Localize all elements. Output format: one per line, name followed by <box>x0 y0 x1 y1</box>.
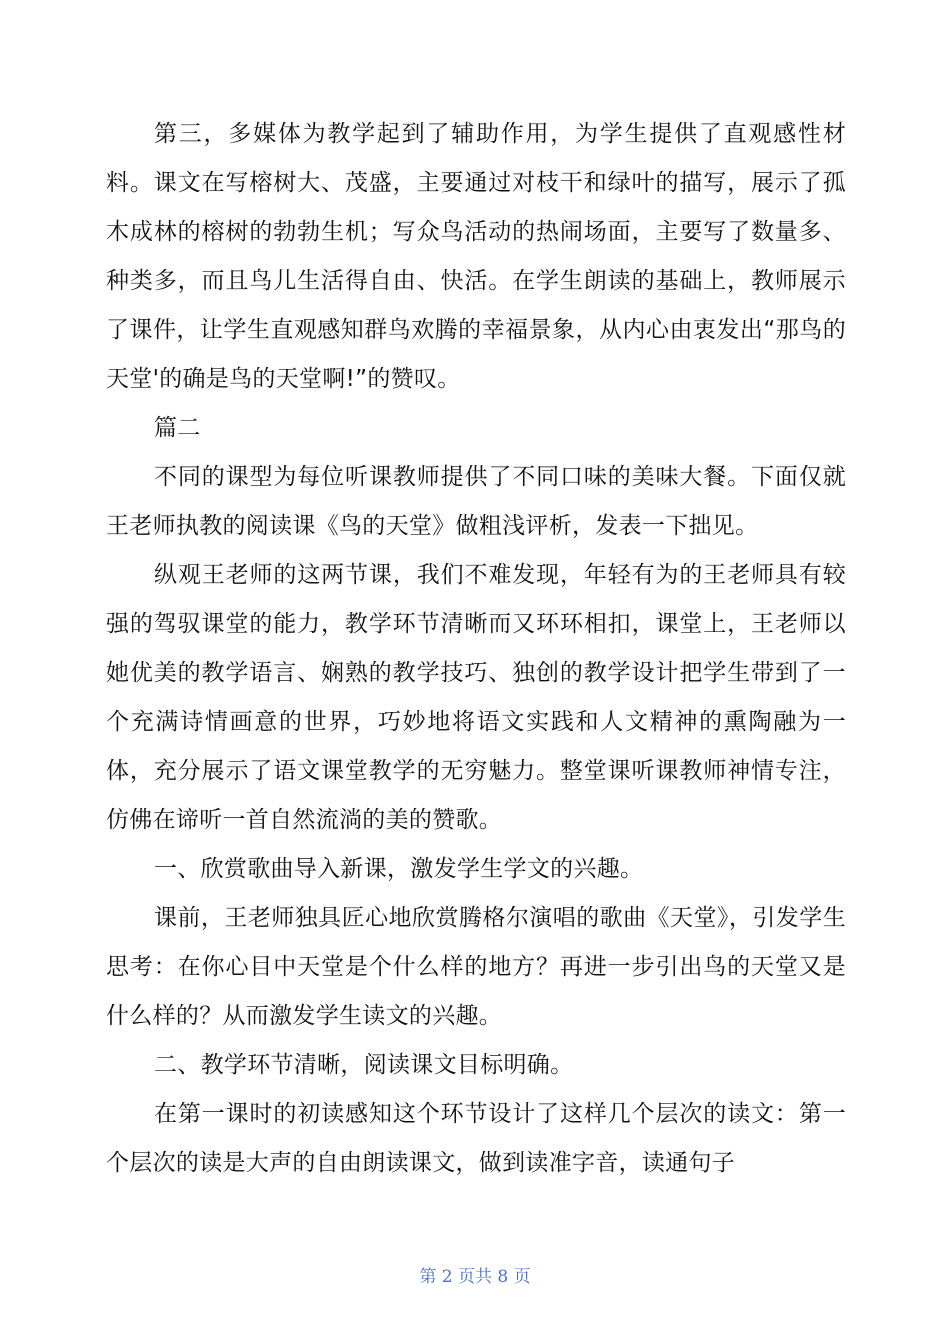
paragraph-multimedia: 第三，多媒体为教学起到了辅助作用，为学生提供了直观感性材料。课文在写榕树大、茂盛，主要通过对枝干和绿叶的描写，展示了孤木成林的榕树的勃勃生机；写众鸟活动的热闹场面，主要写了数量多、种类多，而且鸟儿生活得自由、快活。在学生朗读的基础上，教师展示了课件，让学生直观感知群鸟欢腾的幸福景象，从内心由衷发出“那鸟的天堂'的确是鸟的天堂啊!”的赞叹。 <box>106 121 846 392</box>
paragraph-overview: 纵观王老师的这两节课，我们不难发现，年轻有为的王老师具有较强的驾驭课堂的能力，教学环节清晰而又环环相扣，课堂上，王老师以她优美的教学语言、娴熟的教学技巧、独创的教学设计把学生带到了一个充满诗情画意的世界，巧妙地将语文实践和人文精神的熏陶融为一体，充分展示了语文课堂教学的无穷魅力。整堂课听课教师神情专注，仿佛在谛听一首自然流淌的美的赞歌。 <box>106 562 846 833</box>
section-heading-part-two: 篇二 <box>154 415 201 441</box>
document-body <box>106 110 846 1188</box>
paragraph-point-one: 课前，王老师独具匠心地欣赏腾格尔演唱的歌曲《天堂》，引发学生思考：在你心目中天堂是个什么样的地方？再进一步引出鸟的天堂又是什么样的？从而激发学生读文的兴趣。 <box>106 905 846 1029</box>
paragraph-point-two: 在第一课时的初读感知这个环节设计了这样几个层次的读文：第一个层次的读是大声的自由朗读课文，做到读准字音，读通句子 <box>106 1101 846 1176</box>
heading-point-one: 一、欣赏歌曲导入新课，激发学生学文的兴趣。 <box>154 856 644 882</box>
heading-point-two: 二、教学环节清晰，阅读课文目标明确。 <box>154 1052 574 1078</box>
paragraph-intro: 不同的课型为每位听课教师提供了不同口味的美味大餐。下面仅就王老师执教的阅读课《鸟的天堂》做粗浅评析，发表一下拙见。 <box>106 464 846 539</box>
page-number-footer: 第 2 页共 8 页 <box>419 1267 531 1287</box>
